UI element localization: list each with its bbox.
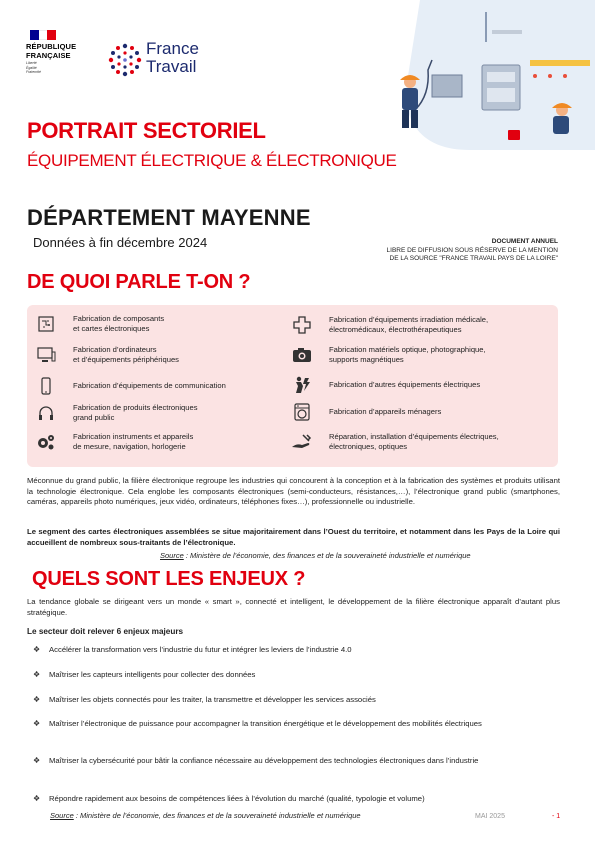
- sector-title: ÉQUIPEMENT ÉLECTRIQUE & ÉLECTRONIQUE: [27, 151, 397, 170]
- category-item: Fabrication de composants et cartes électroniques: [35, 314, 164, 333]
- intro-paragraph: Méconnue du grand public, la filière électronique regroupe les industries qui concourent à la conception et à la fabrication des systèmes et produits utilisant la technologie électronique. Cela englobe les composants électroniques (semi-conducteurs, résistances,…), l’électronique grand public (smartphones, caméras, appareils photo numériques, jeux vidéo, ordinateurs, téléphones fixes…), professionnelle ou industrielle.: [27, 476, 560, 507]
- republique-flag-icon: [30, 30, 56, 40]
- washing-machine-icon: [291, 403, 313, 421]
- diamond-bullet-icon: ❖: [33, 756, 41, 765]
- list-item: ❖ Maîtriser la cybersécurité pour bâtir la confiance nécessaire au développement des technologies électroniques dans l’industrie: [33, 756, 479, 765]
- diamond-bullet-icon: ❖: [33, 645, 41, 654]
- electricians-illustration-icon: [390, 0, 595, 150]
- document-notice: DOCUMENT ANNUEL LIBRE DE DIFFUSION SOUS RÉSERVE DE LA MENTION DE LA SOURCE "FRANCE TRAVAIL PAYS DE LA LOIRE": [386, 238, 558, 263]
- section-heading-what: DE QUOI PARLE T-ON ?: [27, 271, 251, 293]
- issues-intro: La tendance globale se dirigeant vers un monde « smart », connecté et intelligent, le développement de la filière électronique apparaît d’autant plus stratégique.: [27, 597, 560, 617]
- repair-hand-icon: [291, 433, 313, 451]
- diamond-bullet-icon: ❖: [33, 794, 41, 803]
- headphones-icon: [35, 404, 57, 422]
- diamond-bullet-icon: ❖: [33, 695, 41, 704]
- source-line: Source : Ministère de l’économie, des finances et de la souveraineté industrielle et numérique: [50, 811, 361, 820]
- highlight-paragraph: Le segment des cartes électroniques assemblées se situe majoritairement dans l’Ouest du territoire, et notamment dans les Pays de la Loire qui accueillent de nombreux sous-traitants de l’électronique.: [27, 527, 560, 547]
- circuit-board-icon: [35, 315, 57, 333]
- medical-cross-icon: [291, 316, 313, 334]
- list-item: ❖ Maîtriser les capteurs intelligents pour collecter des données: [33, 670, 256, 679]
- electric-worker-icon: [291, 376, 313, 394]
- page-number: - 1: [552, 813, 561, 820]
- category-item: Fabrication instruments et appareils de mesure, navigation, horlogerie: [35, 432, 193, 451]
- category-item: Fabrication d’autres équipements électriques: [291, 376, 480, 394]
- phone-icon: [35, 377, 57, 395]
- section-heading-issues: QUELS SONT LES ENJEUX ?: [32, 568, 306, 590]
- category-item: Fabrication matériels optique, photographique, supports magnétiques: [291, 345, 486, 364]
- category-item: Fabrication de produits électroniques grand public: [35, 403, 198, 422]
- category-item: Fabrication d’équipements irradiation médicale, électromédicaux, électrothérapeutiques: [291, 315, 488, 334]
- computer-icon: [35, 346, 57, 364]
- categories-box: [27, 305, 558, 467]
- category-item: Réparation, installation d’équipements électriques, électroniques, optiques: [291, 432, 499, 451]
- list-item: ❖ Maîtriser les objets connectés pour les traiter, la transmettre et développer les services associés: [33, 695, 376, 704]
- source-line: Source : Ministère de l’économie, des finances et de la souveraineté industrielle et numérique: [160, 551, 471, 560]
- issues-subheading: Le secteur doit relever 6 enjeux majeurs: [27, 627, 184, 636]
- portrait-title: PORTRAIT SECTORIEL: [27, 118, 266, 143]
- footer-date: MAI 2025: [475, 813, 505, 820]
- category-item: Fabrication d’ordinateurs et d’équipements périphériques: [35, 345, 179, 364]
- data-date: Données à fin décembre 2024: [33, 235, 208, 250]
- republique-motto: Liberté Égalité Fraternité: [26, 61, 41, 74]
- list-item: ❖ Accélérer la transformation vers l’industrie du futur et intégrer les leviers de l’industrie 4.0: [33, 645, 352, 654]
- gears-icon: [35, 433, 57, 451]
- republique-francaise-logo: RÉPUBLIQUE FRANÇAISE: [26, 42, 77, 60]
- diamond-bullet-icon: ❖: [33, 719, 41, 728]
- camera-icon: [291, 346, 313, 364]
- category-item: Fabrication d’équipements de communication: [35, 377, 226, 395]
- list-item: ❖ Répondre rapidement aux besoins de compétences liées à l’évolution du marché (qualité, typologie et volume): [33, 794, 425, 803]
- department-title: DÉPARTEMENT MAYENNE: [27, 205, 311, 230]
- list-item: ❖ Maîtriser l’électronique de puissance pour accompagner la transition énergétique et le développement des mobilités électriques: [33, 719, 482, 728]
- france-travail-wordmark: France Travail: [146, 39, 199, 76]
- category-item: Fabrication d’appareils ménagers: [291, 403, 441, 421]
- france-travail-logo-icon: [105, 40, 145, 80]
- diamond-bullet-icon: ❖: [33, 670, 41, 679]
